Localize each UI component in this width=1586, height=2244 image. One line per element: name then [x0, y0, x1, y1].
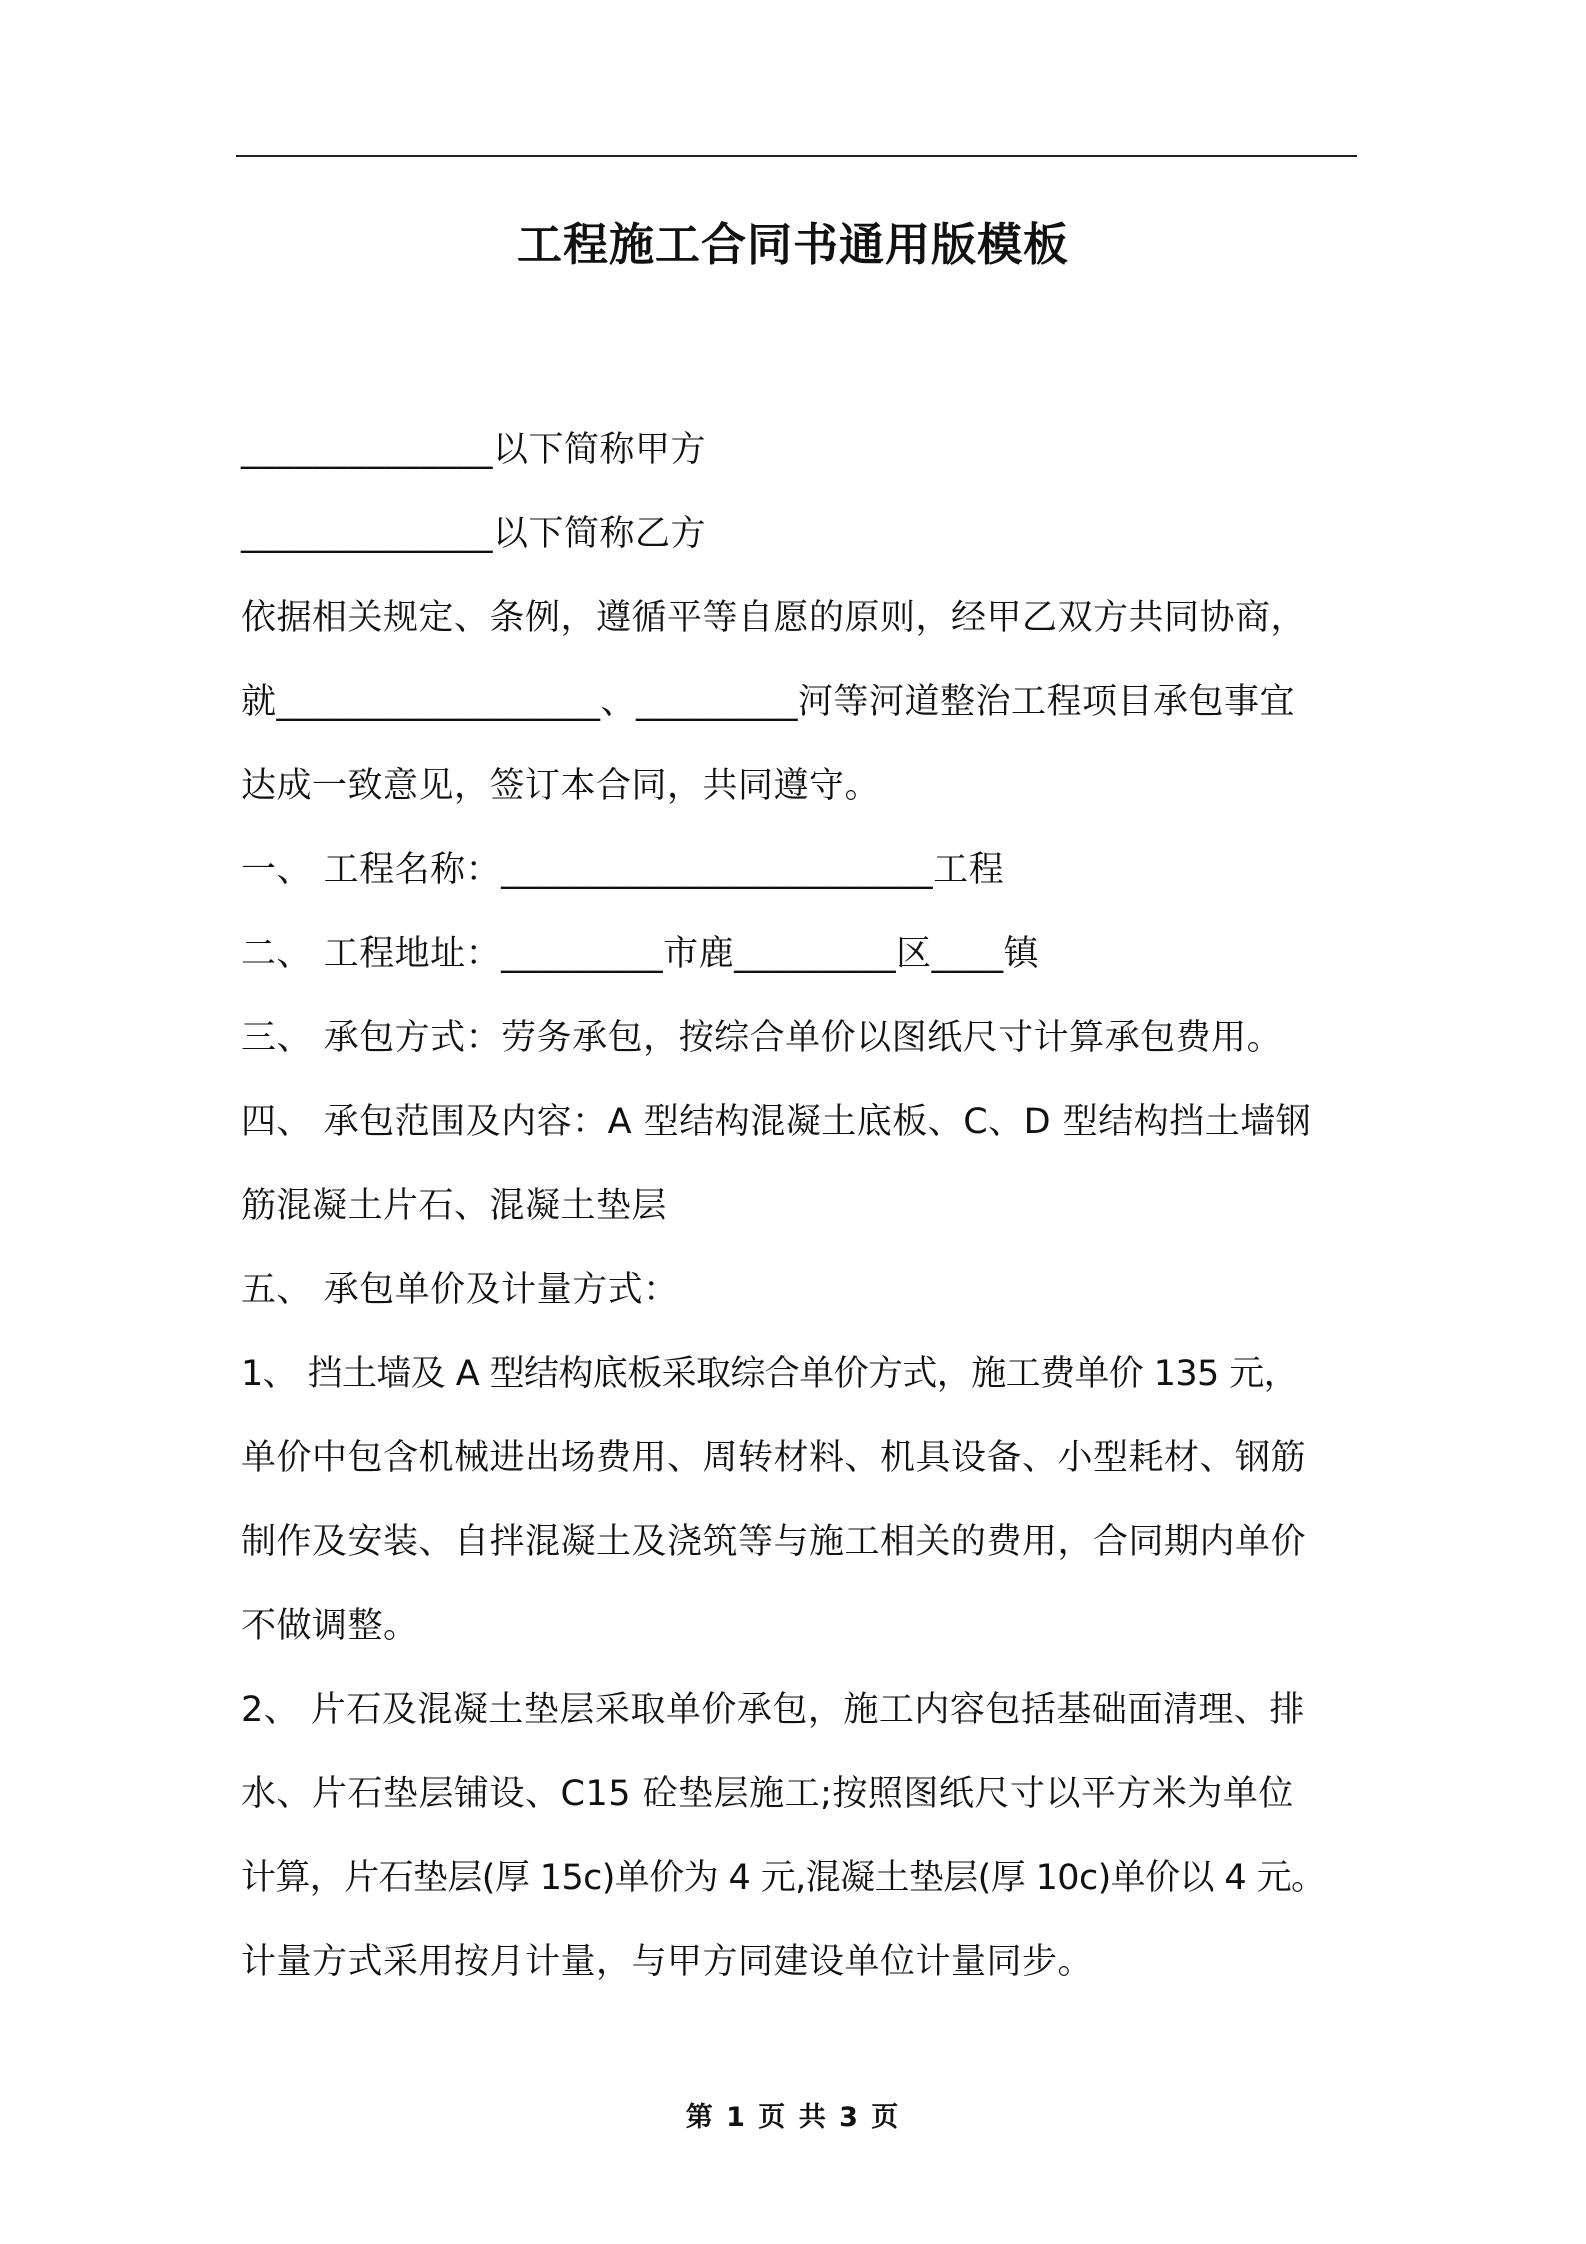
measurement-line: 计量方式采用按月计量，与甲方同建设单位计量同步。	[241, 1942, 1094, 1982]
header-rule	[236, 155, 1357, 157]
clause-contract-method: 三、 承包方式：劳务承包，按综合单价以图纸尺寸计算承包费用。	[241, 1018, 1283, 1058]
document-title: 工程施工合同书通用版模板	[516, 218, 1069, 271]
page-number: 第 1 页 共 3 页	[685, 2102, 901, 2133]
item-2-line: 2、 片石及混凝土垫层采取单价承包，施工内容包括基础面清理、排	[241, 1690, 1305, 1730]
item-2-line: 计算，片石垫层(厚 15c)单价为 4 元,混凝土垫层(厚 10c)单价以 4 元。	[241, 1858, 1326, 1898]
item-1-line: 制作及安装、自拌混凝土及浇筑等与施工相关的费用，合同期内单价	[241, 1522, 1307, 1562]
party-b-line: ______________以下简称乙方	[241, 514, 707, 554]
item-1-line: 不做调整。	[241, 1606, 419, 1646]
clause-unit-price-heading: 五、 承包单价及计量方式：	[241, 1270, 679, 1310]
document-body	[241, 408, 1361, 2004]
preamble-line: 依据相关规定、条例，遵循平等自愿的原则，经甲乙双方共同协商，	[241, 598, 1307, 638]
preamble-line: 达成一致意见，签订本合同，共同遵守。	[241, 766, 881, 806]
clause-project-address: 二、 工程地址：_________市鹿_________区____镇	[241, 934, 1040, 974]
item-2-line: 水、片石垫层铺设、C15 砼垫层施工;按照图纸尺寸以平方米为单位	[241, 1774, 1294, 1814]
item-1-line: 1、 挡土墙及 A 型结构底板采取综合单价方式，施工费单价 135 元，	[241, 1354, 1299, 1394]
clause-scope-continued: 筋混凝土片石、混凝土垫层	[241, 1186, 668, 1226]
item-1-line: 单价中包含机械进出场费用、周转材料、机具设备、小型耗材、钢筋	[241, 1438, 1307, 1478]
clause-project-name: 一、 工程名称：________________________工程	[241, 850, 1005, 890]
party-a-line: ______________以下简称甲方	[241, 430, 707, 470]
preamble-line: 就__________________、_________河等河道整治工程项目承包事宜	[241, 682, 1296, 722]
clause-scope: 四、 承包范围及内容：A 型结构混凝土底板、C、D 型结构挡土墙钢	[241, 1102, 1312, 1142]
